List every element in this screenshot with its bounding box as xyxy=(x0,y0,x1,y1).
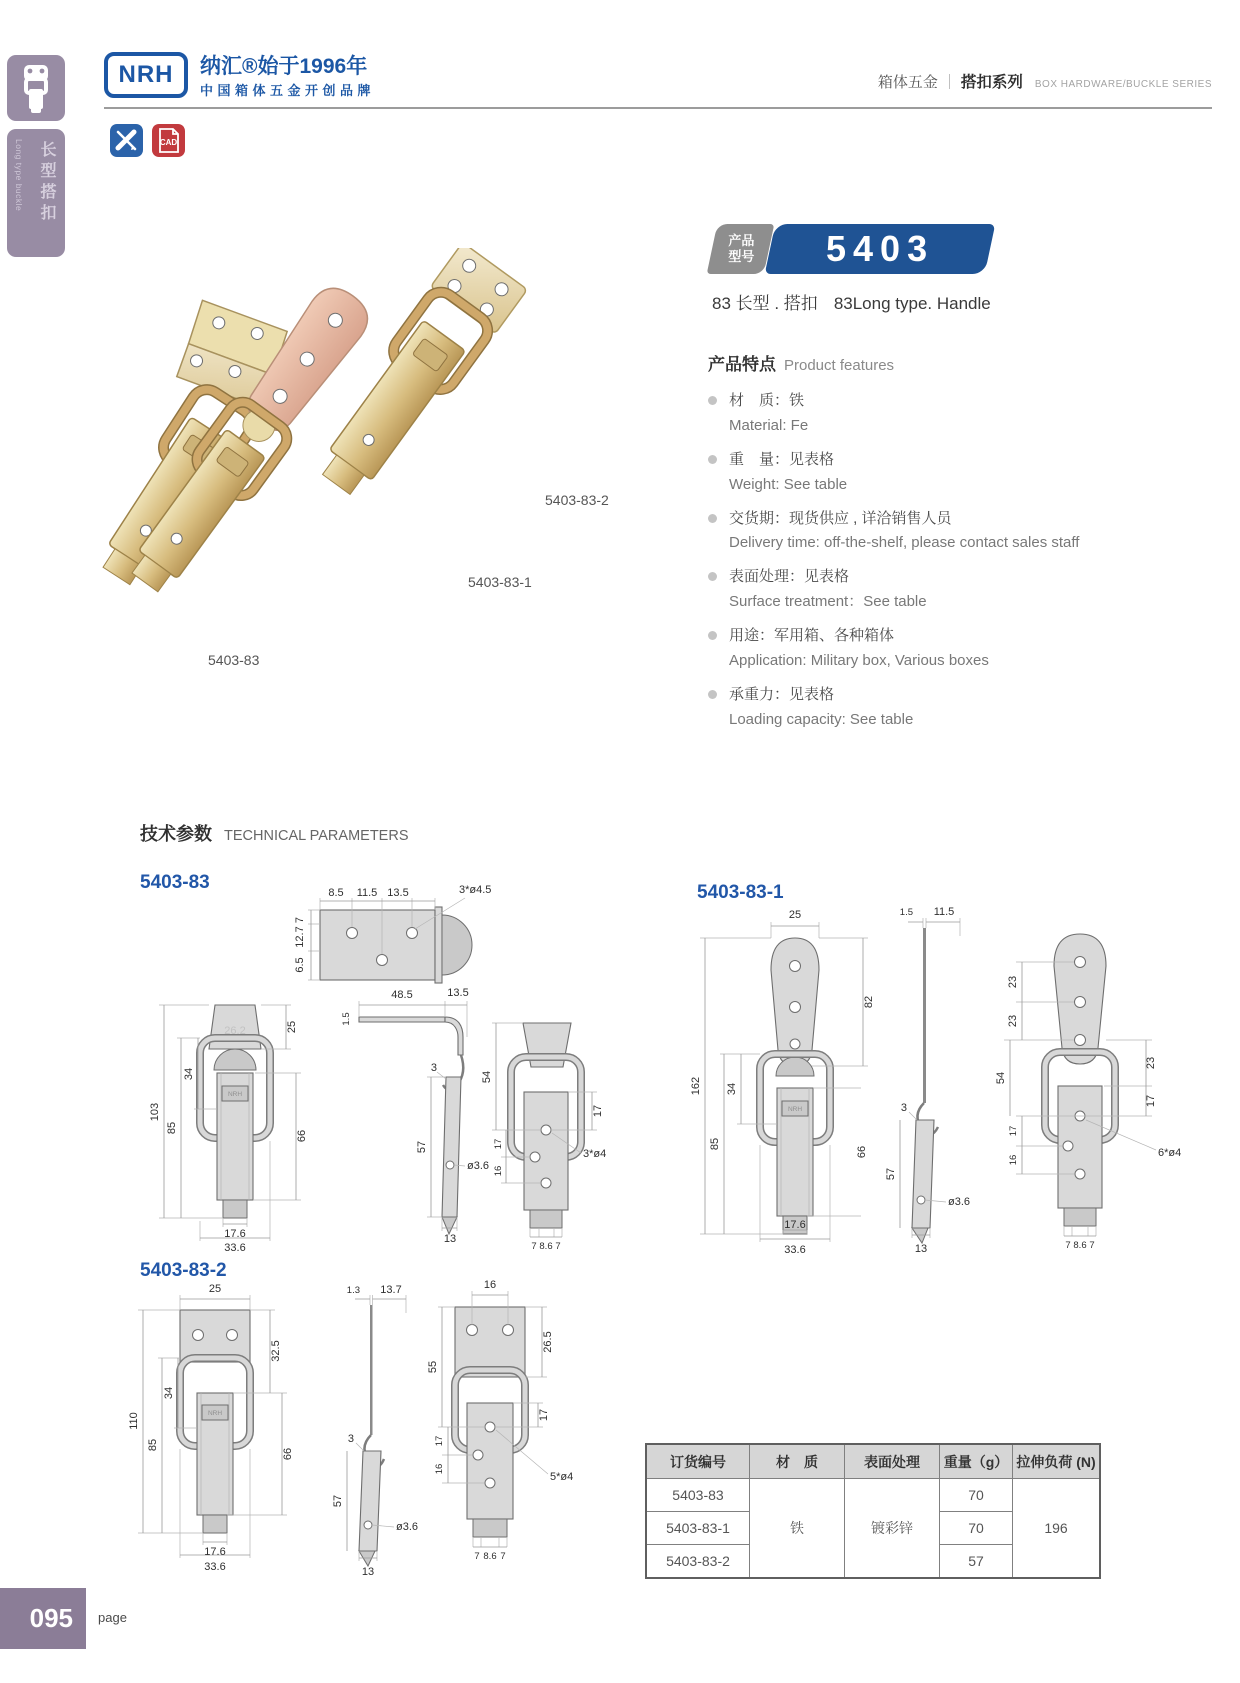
view-right xyxy=(481,1023,606,1252)
dim-label: 85 xyxy=(166,1121,178,1135)
dim-label: 1.5 xyxy=(341,1012,352,1026)
model-badge-tab xyxy=(707,224,775,274)
dim-label: 25 xyxy=(286,1020,298,1034)
dim-label: 3*ø4 xyxy=(583,1148,607,1160)
cell-model: 5403-83 xyxy=(646,1479,750,1512)
tech-section-title xyxy=(140,820,409,846)
footer-page-badge xyxy=(0,1588,86,1649)
dim-label: 57 xyxy=(885,1167,897,1181)
dim-label: 66 xyxy=(856,1145,868,1159)
dim-label: 66 xyxy=(282,1447,294,1461)
dim-label: 16 xyxy=(434,1463,445,1475)
feature-en: Material: Fe xyxy=(729,416,809,434)
stamp-label: NRH xyxy=(227,1091,243,1098)
feature-cn: 重 量：见表格 xyxy=(729,450,835,468)
product-subtitle-en: 83Long type. Handle xyxy=(833,294,991,313)
dim-label: 6*ø4 xyxy=(1158,1147,1182,1159)
dim-label: 110 xyxy=(128,1412,140,1430)
dim-label: 8.6 xyxy=(539,1241,553,1252)
feature-cn: 承重力：见表格 xyxy=(729,685,835,703)
dim-label: 17 xyxy=(493,1138,504,1150)
dim-label: 33.6 xyxy=(784,1244,806,1256)
model-number: 5403 xyxy=(825,228,935,269)
dim-label: 48.5 xyxy=(391,989,413,1001)
stamp-label: NRH xyxy=(207,1410,223,1417)
dim-label: 16 xyxy=(483,1279,497,1291)
cell-weight: 70 xyxy=(940,1479,1013,1512)
feature-en: Delivery time: off-the-shelf, please contact sales staff xyxy=(729,534,1080,552)
dim-label: 13 xyxy=(914,1243,928,1255)
dim-label: 7 xyxy=(1089,1240,1095,1251)
spec-table xyxy=(645,1443,1101,1579)
col-material: 材 质 xyxy=(750,1444,845,1479)
feature-cn: 表面处理：见表格 xyxy=(729,568,850,586)
series-name-en: BOX HARDWARE/BUCKLE SERIES xyxy=(1034,79,1212,90)
feature-item xyxy=(708,684,1188,730)
dim-label: 17 xyxy=(1145,1094,1157,1108)
dim-label: 11.5 xyxy=(933,906,955,918)
product-subtitle xyxy=(712,289,991,314)
dim-label: 17 xyxy=(1008,1125,1019,1137)
dim-label: 34 xyxy=(183,1067,195,1081)
dim-label: 13.5 xyxy=(447,987,469,999)
header-divider xyxy=(104,107,1212,109)
drawing-title-5403-83-2: 5403-83-2 xyxy=(140,1260,227,1281)
dim-label: 17 xyxy=(434,1435,445,1447)
photo-label: 5403-83-1 xyxy=(468,574,532,590)
dim-label: 23 xyxy=(1007,1014,1019,1028)
col-order-number: 订货编号 xyxy=(646,1444,750,1479)
dim-label: 11.5 xyxy=(356,887,378,899)
dim-label: 162 xyxy=(690,1076,702,1096)
dim-label: 6.5 xyxy=(294,957,306,973)
cell-load: 196 xyxy=(1013,1479,1101,1579)
dim-label: 7 xyxy=(500,1551,506,1562)
view-side xyxy=(885,906,970,1255)
drawing-title-5403-83-1: 5403-83-1 xyxy=(697,882,784,903)
dim-label: 13 xyxy=(361,1566,375,1578)
col-weight: 重量（g） xyxy=(940,1444,1013,1479)
dim-label: 3 xyxy=(430,1062,437,1074)
col-load: 拉伸负荷 (N) xyxy=(1013,1444,1101,1479)
view-side xyxy=(332,1284,418,1578)
view-right xyxy=(427,1279,573,1562)
feature-item xyxy=(708,390,1188,436)
feature-bullet xyxy=(708,690,717,699)
dim-label: 3 xyxy=(347,1433,354,1445)
dim-label: 17.6 xyxy=(784,1219,806,1231)
dim-label: 13.7 xyxy=(380,1284,402,1296)
product-subtitle-cn: 83 长型 . 搭扣 xyxy=(712,294,818,313)
dim-label: 8.5 xyxy=(328,887,344,899)
dim-label: 7 xyxy=(531,1241,537,1252)
dim-label: 17 xyxy=(538,1408,550,1422)
series-category: 箱体五金 xyxy=(877,74,938,91)
dim-label: 85 xyxy=(709,1137,721,1151)
cad-file-glyph xyxy=(152,124,185,157)
product-photo xyxy=(95,248,670,683)
drawing-tools-glyph xyxy=(110,124,143,157)
dim-label: 55 xyxy=(427,1360,439,1374)
features-title-en: Product features xyxy=(784,357,895,374)
technical-drawing-5403-83-2 xyxy=(110,1255,680,1615)
series-header xyxy=(878,70,1212,92)
dim-label: 7 xyxy=(1065,1240,1071,1251)
cad-file-icon xyxy=(152,124,185,157)
feature-item xyxy=(708,625,1188,671)
dim-label: 32.5 xyxy=(270,1340,282,1362)
brand-logo xyxy=(104,52,188,98)
dim-label: 57 xyxy=(416,1140,428,1154)
product-features xyxy=(708,350,1188,743)
dim-label: 1.5 xyxy=(899,907,913,918)
dim-label: 17.6 xyxy=(204,1546,226,1558)
series-divider: ｜ xyxy=(941,74,957,91)
dim-label: 12.7 xyxy=(294,926,306,948)
cell-surface: 镀彩锌 xyxy=(845,1479,940,1579)
dim-label: ø3.6 xyxy=(396,1521,419,1533)
feature-en: Application: Military box, Various boxes xyxy=(729,651,989,669)
dim-label: 8.6 xyxy=(1073,1240,1087,1251)
drawing-title-5403-83: 5403-83 xyxy=(140,872,210,893)
features-list xyxy=(708,390,1188,730)
category-label-en: Long type buckle xyxy=(14,139,24,212)
dim-label: 13 xyxy=(443,1233,457,1245)
feature-en: Weight: See table xyxy=(729,475,848,493)
page-number: 095 xyxy=(29,1603,73,1633)
feature-bullet xyxy=(708,572,717,581)
view-front xyxy=(690,909,875,1256)
series-name: 搭扣系列 xyxy=(960,74,1023,91)
dim-label: 13.5 xyxy=(387,887,409,899)
dim-label: 16 xyxy=(493,1165,504,1177)
sidebar-icon-badge xyxy=(7,55,65,121)
spec-table-header-row xyxy=(646,1444,1100,1479)
dim-label: 17 xyxy=(592,1104,604,1118)
dim-label: 33.6 xyxy=(224,1242,246,1254)
cell-material: 铁 xyxy=(750,1479,845,1579)
cell-model: 5403-83-2 xyxy=(646,1545,750,1579)
dim-label: 3 xyxy=(900,1102,907,1114)
col-surface: 表面处理 xyxy=(845,1444,940,1479)
feature-cn: 材 质：铁 xyxy=(729,392,805,409)
dim-label: 17.6 xyxy=(224,1228,246,1240)
dim-label: 54 xyxy=(995,1071,1007,1085)
dim-label: 25 xyxy=(788,909,802,921)
buckle-icon xyxy=(7,55,65,121)
feature-bullet xyxy=(708,396,717,405)
latch-photo-5403-83-2 xyxy=(304,248,527,508)
brand-subtitle: 中国箱体五金开创品牌 xyxy=(200,83,376,98)
dim-label: 34 xyxy=(163,1386,175,1400)
feature-bullet xyxy=(708,455,717,464)
dim-label: 23 xyxy=(1145,1056,1157,1070)
dim-label: 85 xyxy=(147,1438,159,1452)
view-side xyxy=(341,987,489,1245)
dim-label: 5*ø4 xyxy=(550,1471,574,1483)
features-title xyxy=(708,350,1188,375)
brand-title: 纳汇®始于1996年 xyxy=(200,55,368,78)
category-label-cn: 长型搭扣 xyxy=(38,141,55,225)
model-badge-number xyxy=(765,224,996,274)
photo-label: 5403-83 xyxy=(208,652,260,668)
tech-title-cn: 技术参数 xyxy=(140,824,212,844)
view-right xyxy=(995,934,1181,1251)
view-front xyxy=(128,1283,294,1573)
feature-bullet xyxy=(708,631,717,640)
feature-item xyxy=(708,449,1188,495)
dim-label: 34 xyxy=(726,1082,738,1096)
dim-label: 1.3 xyxy=(346,1285,360,1296)
table-row xyxy=(646,1479,1100,1512)
dim-label: 8.6 xyxy=(483,1551,497,1562)
cell-weight: 70 xyxy=(940,1512,1013,1545)
feature-en: Surface treatment：See table xyxy=(729,593,927,610)
feature-item xyxy=(708,508,1188,554)
feature-en: Loading capacity: See table xyxy=(729,710,914,728)
dim-label: 103 xyxy=(149,1102,161,1122)
dim-label: 54 xyxy=(481,1070,493,1084)
dim-label: 23 xyxy=(1007,975,1019,989)
feature-item xyxy=(708,566,1188,612)
brand-logo-text: NRH xyxy=(118,61,174,88)
dim-label: 26.2 xyxy=(224,1025,246,1037)
feature-bullet xyxy=(708,514,717,523)
dim-label: 66 xyxy=(296,1129,308,1143)
dim-label: 25 xyxy=(208,1283,222,1295)
photo-label: 5403-83-2 xyxy=(545,492,609,508)
cell-weight: 57 xyxy=(940,1545,1013,1579)
model-badge-line1: 产品 xyxy=(728,233,755,248)
dim-label: 33.6 xyxy=(204,1561,226,1573)
stamp-label: NRH xyxy=(787,1106,803,1113)
feature-cn: 交货期：现货供应 , 详洽销售人员 xyxy=(729,509,952,527)
cell-model: 5403-83-1 xyxy=(646,1512,750,1545)
page-label: page xyxy=(98,1610,127,1625)
dim-label: ø3.6 xyxy=(467,1160,490,1172)
view-front xyxy=(149,1005,308,1254)
technical-drawing-5403-83 xyxy=(115,865,675,1265)
dim-label: 57 xyxy=(332,1494,344,1508)
dim-label: 7 xyxy=(294,916,306,924)
dim-label: 26.5 xyxy=(542,1331,554,1353)
cad-label: CAD xyxy=(159,138,178,147)
model-badge-line2: 型号 xyxy=(728,249,755,265)
feature-cn: 用途：军用箱、各种箱体 xyxy=(729,627,895,644)
dim-label: 7 xyxy=(474,1551,480,1562)
dim-label: 3*ø4.5 xyxy=(459,884,492,896)
tech-title-en: TECHNICAL PARAMETERS xyxy=(224,828,409,844)
dim-label: 82 xyxy=(863,995,875,1009)
drawing-tools-icon xyxy=(110,124,143,157)
view-plate xyxy=(294,884,491,983)
technical-drawing-5403-83-1 xyxy=(660,868,1235,1268)
sidebar-category-badge xyxy=(7,129,65,257)
dim-label: 16 xyxy=(1008,1154,1019,1166)
features-title-cn: 产品特点 xyxy=(708,355,776,374)
dim-label: 7 xyxy=(555,1241,561,1252)
dim-label: ø3.6 xyxy=(948,1196,971,1208)
